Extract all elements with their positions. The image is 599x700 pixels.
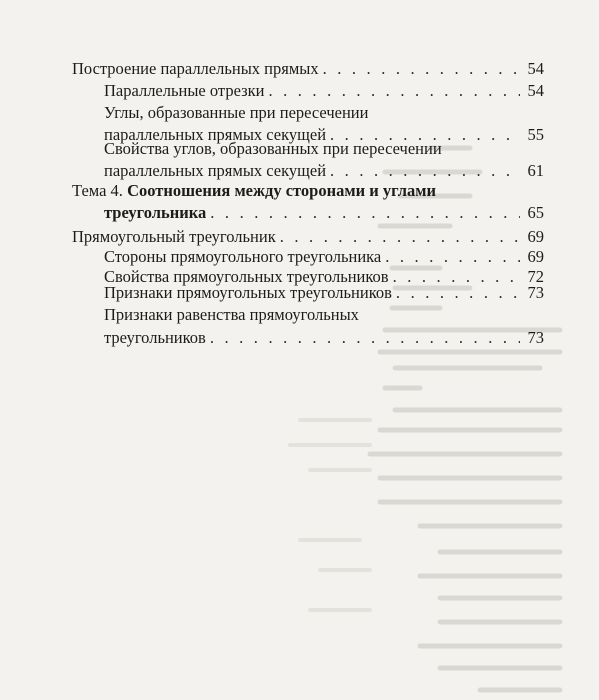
toc-page-number: 73 xyxy=(527,328,544,347)
toc-page-number: 65 xyxy=(527,203,544,222)
dot-leader xyxy=(268,80,520,102)
toc-entry xyxy=(72,58,544,80)
dot-leader xyxy=(323,58,520,80)
toc-entry-title: Стороны прямоугольного треугольника xyxy=(104,247,382,266)
toc-entry-title: Свойства углов, образованных при пересечении xyxy=(104,139,442,158)
dot-leader xyxy=(396,282,520,304)
toc-entry-title: Углы, образованные при пересечении xyxy=(104,103,369,122)
dot-leader xyxy=(330,160,520,182)
toc-page-number: 69 xyxy=(527,247,544,266)
toc-entry-title-continued: треугольников xyxy=(104,328,206,347)
toc-page-number: 61 xyxy=(527,161,544,180)
toc-page-number: 55 xyxy=(527,125,544,144)
dot-leader xyxy=(210,202,520,224)
toc-entry xyxy=(104,246,544,268)
dot-leader xyxy=(385,246,520,268)
toc-entry xyxy=(104,138,544,182)
section-title-continued: треугольника xyxy=(104,203,207,222)
section-title: Соотношения между сторонами и углами xyxy=(127,181,436,200)
toc-entry xyxy=(72,226,544,248)
toc-page-number: 73 xyxy=(527,283,544,302)
toc-page-number: 72 xyxy=(527,267,544,286)
toc-entry xyxy=(104,80,544,102)
toc-page-number: 54 xyxy=(527,81,544,100)
dot-leader xyxy=(210,327,520,349)
toc-entry-title-continued: параллельных прямых секущей xyxy=(104,161,327,180)
toc-entry-title: Построение параллельных прямых xyxy=(72,59,319,78)
section-number: Тема 4. xyxy=(72,181,123,200)
toc-section-entry xyxy=(72,180,544,224)
toc-entry-title: Прямоугольный треугольник xyxy=(72,227,276,246)
toc-entry-title: Параллельные отрезки xyxy=(104,81,265,100)
toc-page-number: 54 xyxy=(527,59,544,78)
toc-entry-title: Признаки равенства прямоугольных xyxy=(104,305,359,324)
toc-entry xyxy=(104,282,544,304)
toc-entry-title: Свойства прямоугольных треугольников xyxy=(104,267,389,286)
toc-entry xyxy=(104,304,544,349)
toc-page-number: 69 xyxy=(527,227,544,246)
toc-entry-title-continued: параллельных прямых секущей xyxy=(104,125,327,144)
toc-entry-title: Признаки прямоугольных треугольников xyxy=(104,283,392,302)
dot-leader xyxy=(280,226,520,248)
